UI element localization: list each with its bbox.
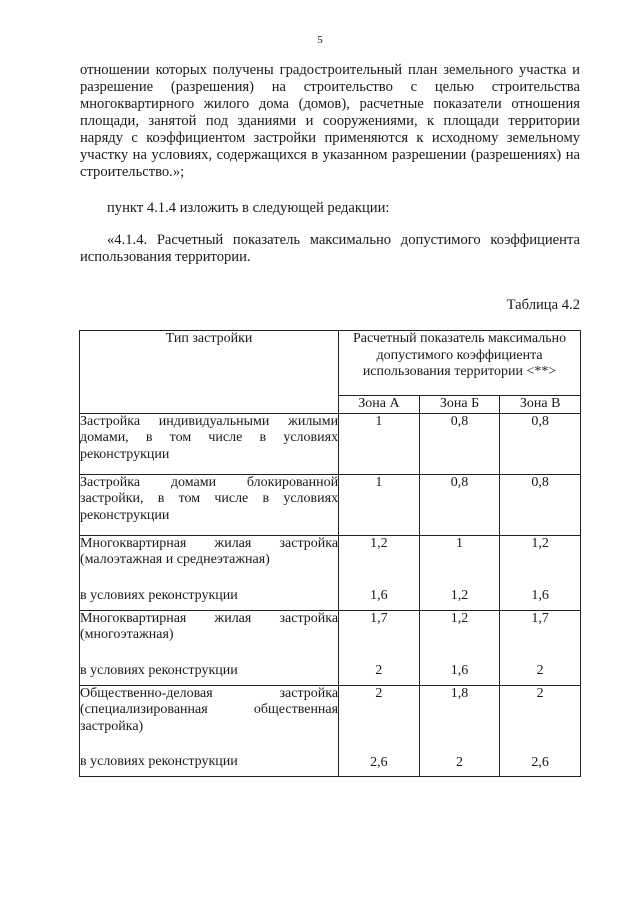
value-main: 1,2 bbox=[450, 610, 469, 626]
value-reconstruction: 1,6 bbox=[531, 588, 549, 603]
row-subtype-text: в условиях реконструкции bbox=[80, 662, 238, 678]
header-zone-a: Зона А bbox=[339, 396, 420, 414]
continuation-paragraph: отношении которых получены градостроительный план земельного участка и разрешение (разрешения) на строительство с целью строительства многоквартирного жилого дома (домов), расчетные показатели отношения площади, занятой под зданиями и сооружениями, к площади территории наряду с коэффициентом застройки применяются к исходному земельному участку на условиях, содержащихся в указанном разрешении (разрешениях) на строительство.»; bbox=[80, 62, 580, 180]
row-type bbox=[80, 535, 339, 610]
value-zone-b bbox=[419, 685, 500, 776]
value-main: 1 bbox=[456, 535, 464, 551]
norms-table bbox=[79, 330, 581, 777]
value-main: 1,2 bbox=[370, 535, 388, 551]
row-type-text: Застройка домами блокированной застройки, в том числе в условиях реконструкции bbox=[80, 474, 339, 523]
row-type bbox=[80, 413, 339, 474]
value-reconstruction: 1,6 bbox=[370, 588, 388, 603]
value-zone-b bbox=[419, 535, 500, 610]
row-type-text: Многоквартирная жилая застройка (малоэтажная и среднеэтажная) bbox=[80, 535, 339, 567]
header-indicator: Расчетный показатель максимально допустимого коэффициента использования территории <**> bbox=[339, 331, 581, 396]
row-subtype-text: в условиях реконструкции bbox=[80, 754, 238, 769]
value-reconstruction: 1,2 bbox=[450, 588, 469, 603]
value-zone-b: 0,8 bbox=[419, 413, 500, 474]
value-reconstruction: 2,6 bbox=[370, 755, 388, 770]
page-number: 5 bbox=[317, 34, 323, 46]
value-reconstruction: 2 bbox=[456, 755, 464, 770]
value-zone-b bbox=[419, 610, 500, 685]
value-main: 2 bbox=[375, 685, 383, 701]
value-reconstruction: 2,6 bbox=[531, 755, 549, 770]
section-paragraph: «4.1.4. Расчетный показатель максимально допустимого коэффициента использования территории. bbox=[80, 232, 580, 265]
table-row bbox=[80, 474, 581, 535]
value-main: 1,7 bbox=[531, 610, 549, 626]
value-zone-a bbox=[339, 685, 420, 776]
value-zone-v bbox=[500, 685, 581, 776]
header-zone-v: Зона В bbox=[500, 396, 581, 414]
value-main: 1,7 bbox=[370, 610, 388, 626]
row-type bbox=[80, 474, 339, 535]
value-zone-a: 1 bbox=[339, 413, 420, 474]
instruction-paragraph: пункт 4.1.4 изложить в следующей редакции: bbox=[107, 200, 390, 216]
value-main: 2 bbox=[536, 685, 544, 701]
value-zone-a bbox=[339, 610, 420, 685]
header-zone-b: Зона Б bbox=[419, 396, 500, 414]
value-zone-v bbox=[500, 610, 581, 685]
value-zone-v bbox=[500, 535, 581, 610]
value-zone-v: 0,8 bbox=[500, 413, 581, 474]
value-main: 1,2 bbox=[531, 535, 549, 551]
table-caption: Таблица 4.2 bbox=[506, 297, 580, 313]
header-building-type: Тип застройки bbox=[80, 331, 339, 414]
value-zone-b: 0,8 bbox=[419, 474, 500, 535]
value-zone-a: 1 bbox=[339, 474, 420, 535]
row-type bbox=[80, 610, 339, 685]
row-type bbox=[80, 685, 339, 776]
value-main: 1,8 bbox=[450, 685, 469, 701]
table-row bbox=[80, 610, 581, 685]
value-reconstruction: 2 bbox=[536, 663, 544, 678]
row-type-text: Общественно-деловая застройка (специализированная общественная застройка) bbox=[80, 685, 339, 734]
row-type-text: Застройка индивидуальными жилыми домами, в том числе в условиях реконструкции bbox=[80, 413, 339, 462]
table-row bbox=[80, 535, 581, 610]
table-row bbox=[80, 413, 581, 474]
row-type-text: Многоквартирная жилая застройка (многоэтажная) bbox=[80, 610, 339, 642]
value-reconstruction: 1,6 bbox=[450, 663, 469, 678]
row-subtype-text: в условиях реконструкции bbox=[80, 587, 238, 603]
value-zone-v: 0,8 bbox=[500, 474, 581, 535]
value-reconstruction: 2 bbox=[375, 663, 383, 678]
value-zone-a bbox=[339, 535, 420, 610]
table-row bbox=[80, 685, 581, 776]
